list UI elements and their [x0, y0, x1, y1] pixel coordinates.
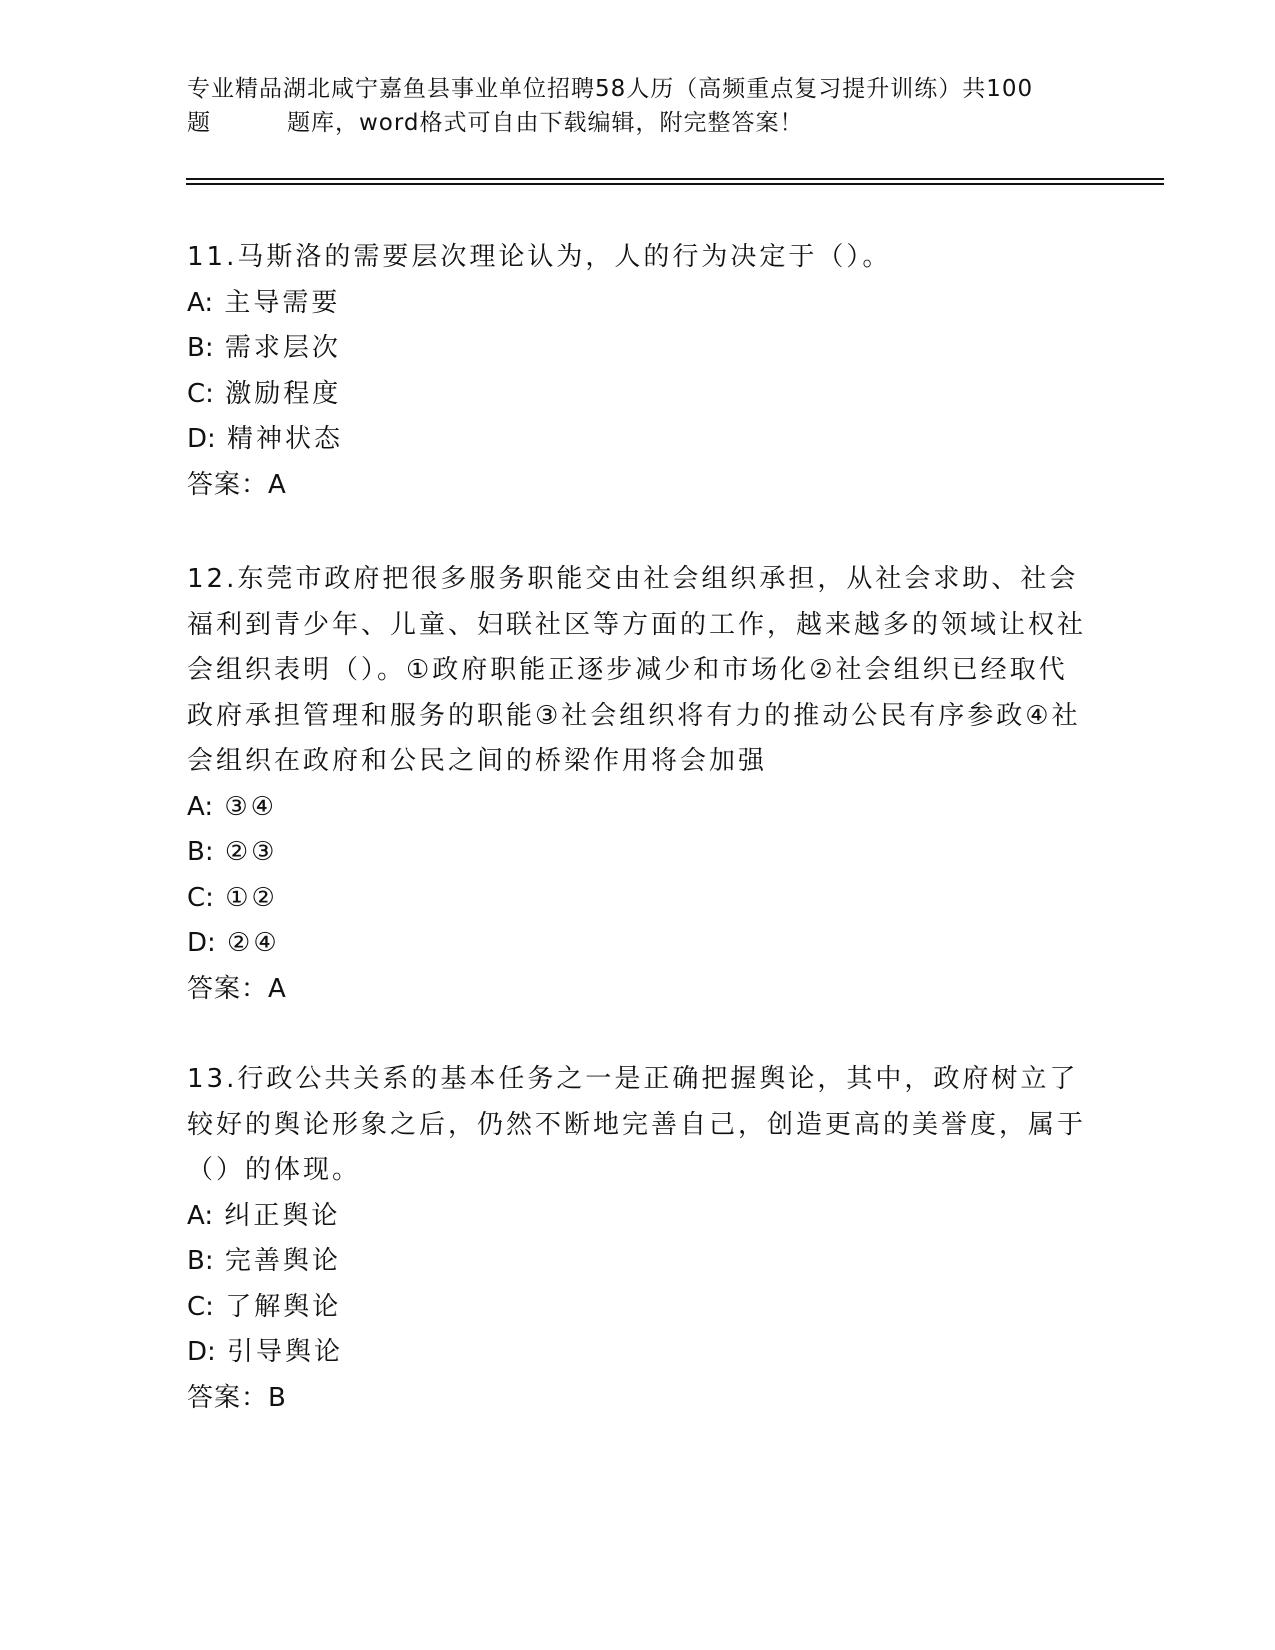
option-text: ②③: [224, 837, 278, 867]
header-divider-bottom: [186, 183, 1164, 185]
option-letter: B:: [187, 1246, 214, 1276]
option-text: 纠正舆论: [224, 1200, 341, 1231]
option-c: [187, 372, 1087, 418]
option-text: 引导舆论: [227, 1337, 344, 1367]
option-text: 需求层次: [224, 333, 341, 363]
header-title-line-2: [187, 106, 1087, 140]
option-text: ①②: [225, 882, 278, 913]
option-text: 完善舆论: [224, 1246, 341, 1276]
answer-key: 答案：B: [187, 1382, 287, 1413]
option-letter: C:: [187, 882, 214, 913]
option-text: ③④: [224, 791, 277, 822]
option-letter: A:: [187, 1200, 214, 1231]
option-text: 主导需要: [224, 287, 341, 318]
question-12: [187, 557, 1087, 1012]
option-c: [187, 1285, 1087, 1331]
option-text: 精神状态: [227, 424, 344, 454]
option-letter: B:: [187, 837, 214, 867]
option-letter: D:: [187, 1337, 216, 1367]
option-text: ②④: [227, 928, 280, 958]
option-letter: A:: [187, 287, 214, 318]
option-text: 了解舆论: [225, 1291, 342, 1322]
option-letter: C:: [187, 378, 214, 409]
page-header: [187, 72, 1087, 140]
option-letter: D:: [187, 928, 216, 958]
header-divider-top: [186, 178, 1164, 180]
option-d: [187, 921, 1087, 967]
option-c: [187, 876, 1087, 922]
question-11: [187, 235, 1087, 508]
option-b: [187, 1239, 1087, 1285]
header-title-line-1: 专业精品湖北咸宁嘉鱼县事业单位招聘58人历（高频重点复习提升训练）共100: [187, 76, 1034, 102]
question-stem: 13.行政公共关系的基本任务之一是正确把握舆论，其中，政府树立了较好的舆论形象之后，仍然不断地完善自己，创造更高的美誉度，属于（）的体现。: [187, 1064, 1087, 1185]
option-a: [187, 281, 1087, 327]
question-13: [187, 1057, 1087, 1421]
answer-key: 答案：A: [187, 469, 287, 500]
option-a: [187, 1194, 1087, 1240]
option-a: [187, 785, 1087, 831]
header-title-line-2-right: 题库，word格式可自由下载编辑，附完整答案！: [287, 110, 804, 136]
header-title-line-2-left: 题: [187, 110, 211, 136]
option-d: [187, 417, 1087, 463]
option-b: [187, 830, 1087, 876]
question-stem: 12.东莞市政府把很多服务职能交由社会组织承担，从社会求助、社会福利到青少年、儿童、妇联社区等方面的工作，越来越多的领域让权社会组织表明（）。①政府职能正逐步减少和市场化②社会组织已经取代政府承担管理和服务的职能③社会组织将有力的推动公民有序参政④社会组织在政府和公民之间的桥梁作用将会加强: [187, 564, 1087, 776]
option-letter: B:: [187, 333, 214, 363]
option-d: [187, 1330, 1087, 1376]
option-letter: D:: [187, 424, 216, 454]
option-text: 激励程度: [225, 378, 342, 409]
answer-key: 答案：A: [187, 973, 287, 1004]
option-letter: A:: [187, 791, 214, 822]
option-letter: C:: [187, 1291, 214, 1322]
question-stem: 11.马斯洛的需要层次理论认为，人的行为决定于（）。: [187, 242, 892, 272]
option-b: [187, 326, 1087, 372]
